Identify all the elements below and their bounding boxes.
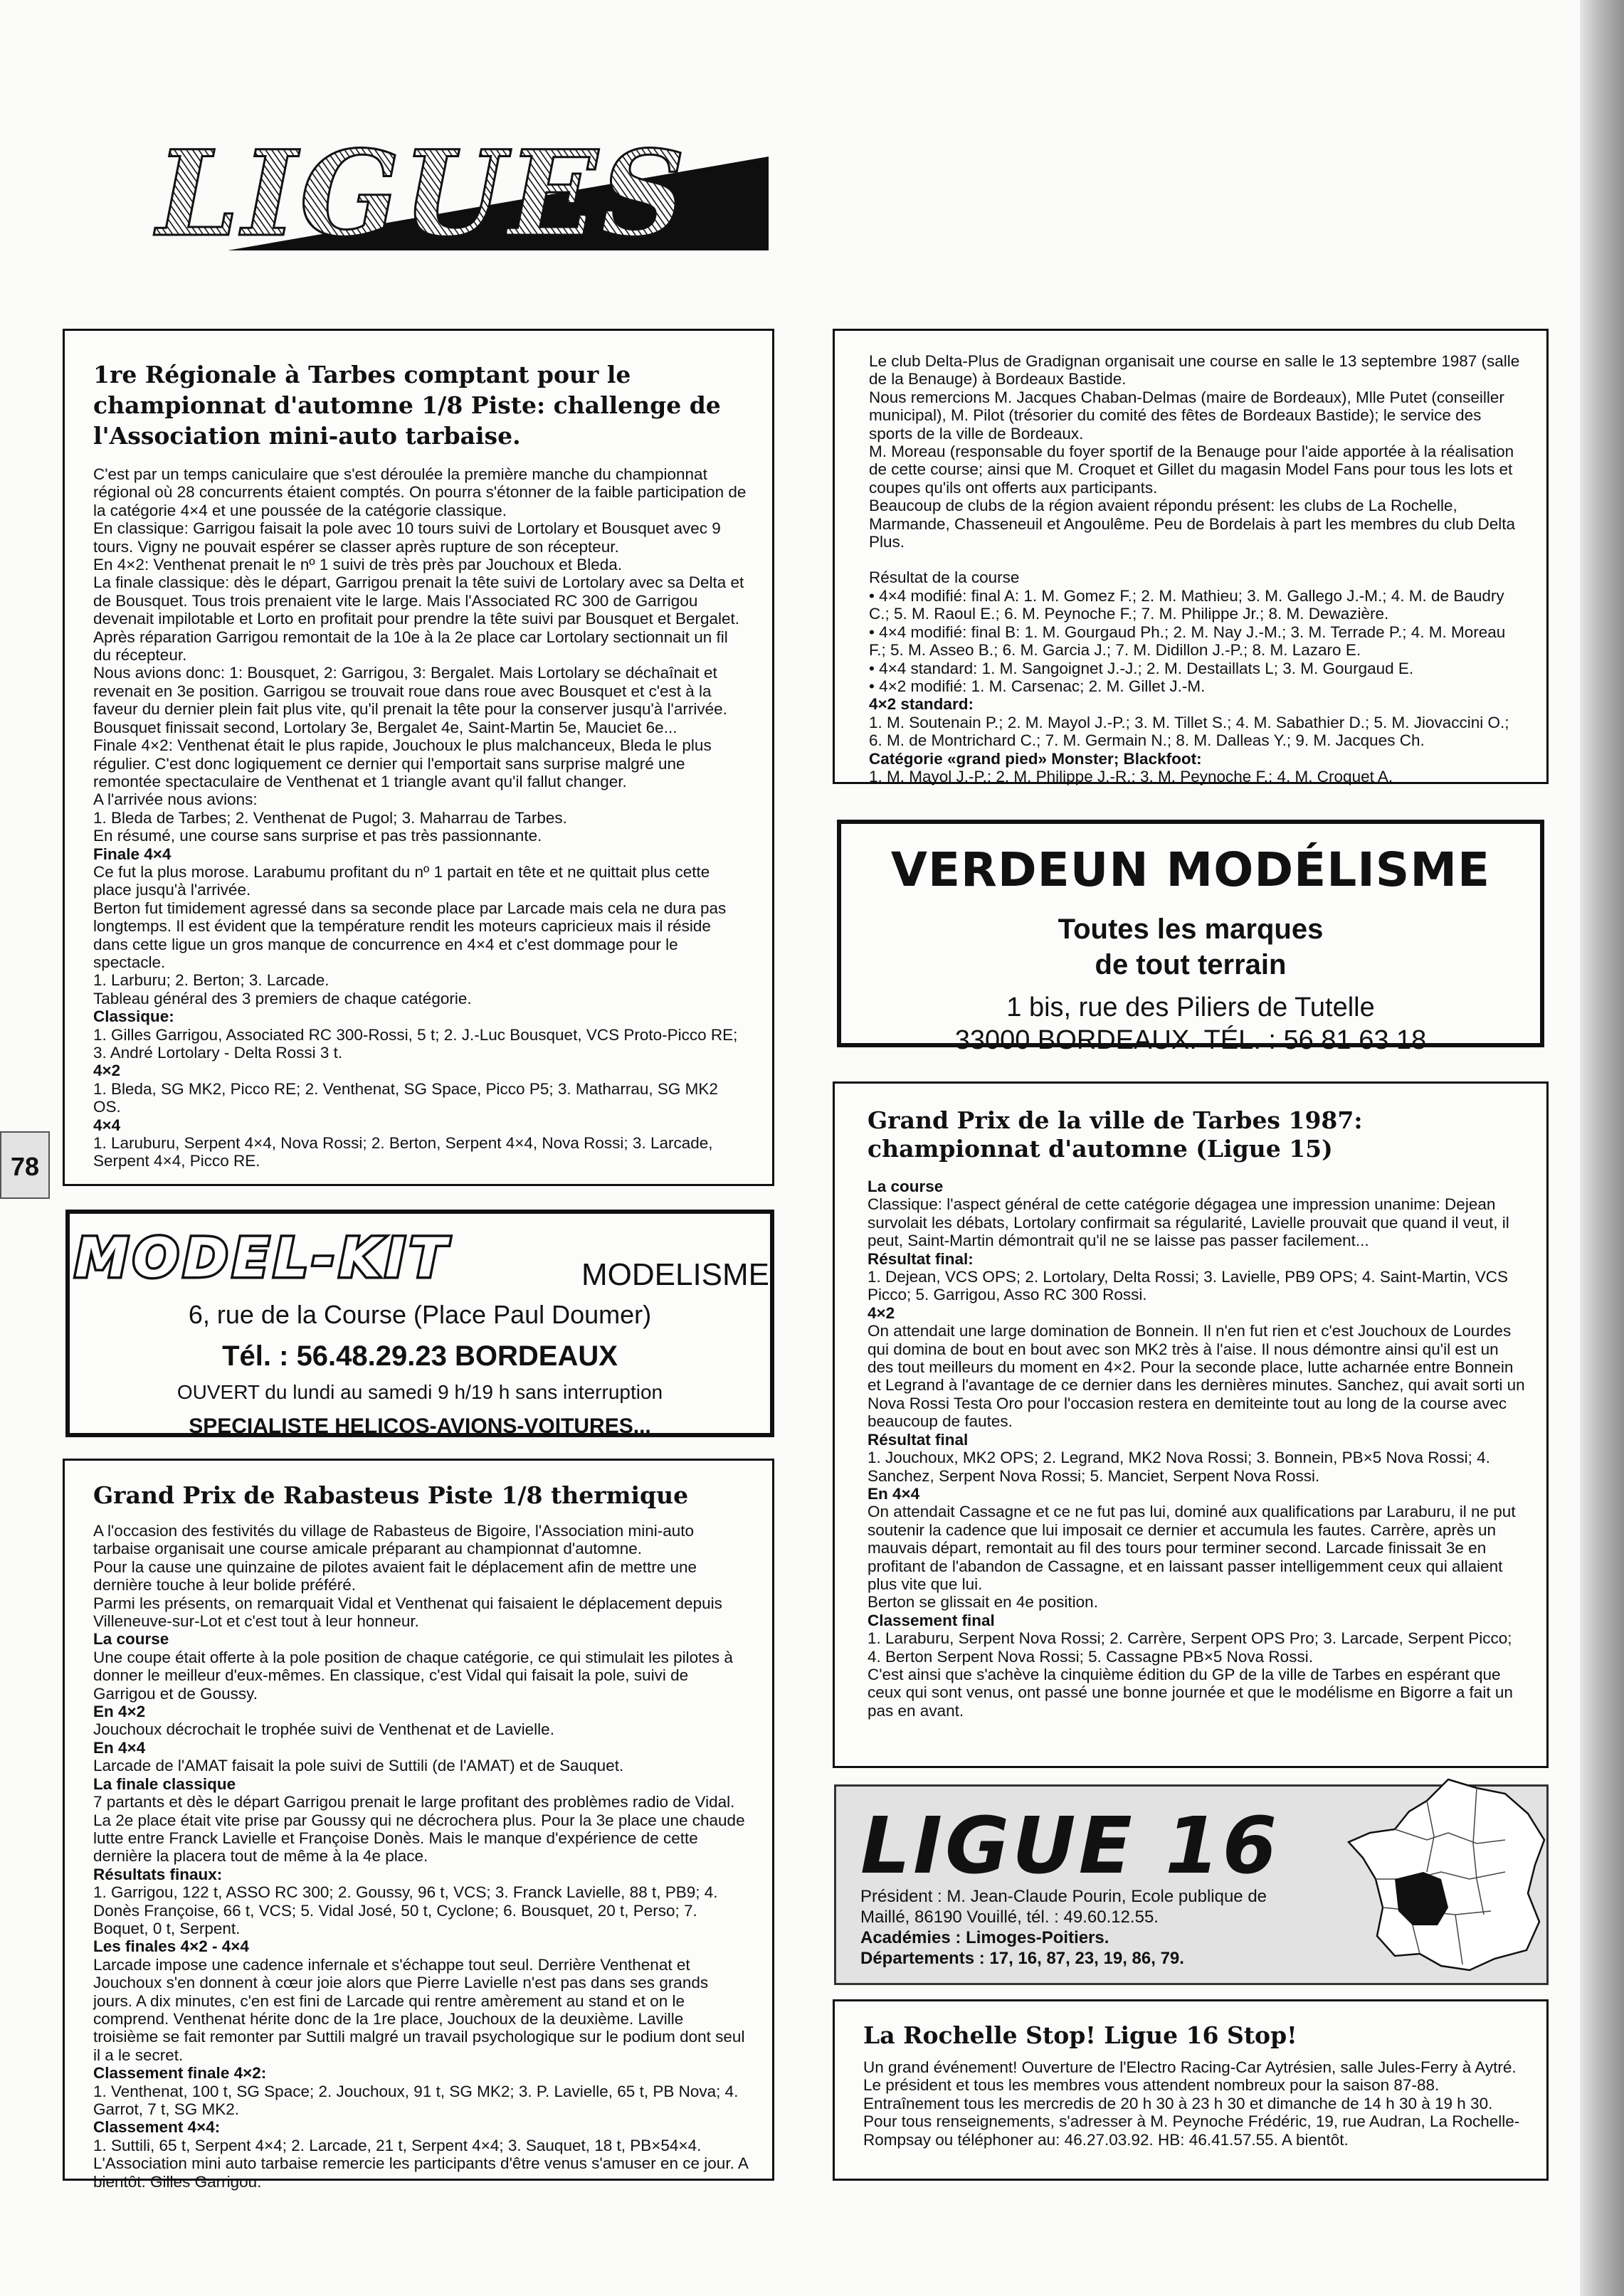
section-title-banner <box>142 114 769 256</box>
article-line: M. Moreau (responsable du foyer sportif de la Benauge pour l'aide apportée à la réalisation de cette course; ainsi que M. Croquet et Gillet du magasin Model Fans pour tous les lots et coupes qu'ils ont offerts aux participants. <box>869 443 1514 497</box>
article-subhead: Catégorie «grand pied» Monster; Blackfoot: <box>869 749 1202 768</box>
ad-verdeun-name: VERDEUN MODÉLISME <box>890 842 1491 897</box>
article-line: C'est par un temps caniculaire que s'est déroulée la première manche du championnat régional où 28 concurrents étaient comptés. On pourra s'étonner de la faible participation de la catégorie 4×4 et une poussée de la catégorie classique. <box>93 465 747 519</box>
article-line: 1. Venthenat, 100 t, SG Space; 2. Jouchoux, 91 t, SG MK2; 3. P. Lavielle, 65 t, PB Nova; 4. Garrot, 7 t, SG MK2. <box>93 2082 739 2118</box>
ad-modelkit-hours: OUVERT du lundi au samedi 9 h/19 h sans interruption <box>176 1381 663 1403</box>
ligue16-info <box>860 1886 1316 1969</box>
article-subhead: En 4×4 <box>93 1738 146 1757</box>
page-number: 78 <box>0 1131 50 1199</box>
article-line: 1. M. Mayol J.-P.; 2. M. Philippe J.-R.; 3. M. Peynoche F.; 4. M. Croquet A. <box>869 767 1393 785</box>
article-subhead: Résultat final: <box>868 1249 974 1268</box>
article-line: • 4×4 modifié: final B: 1. M. Gourgaud Ph.; 2. M. Nay J.-M.; 3. M. Terrade P.; 4. M. Moreau F.; 5. M. Asseo B.; 6. M. Garcia J.; 7. M. Didillon J.-P.; 8. M. Lazaro E. <box>869 623 1506 660</box>
article-spacer <box>869 551 1524 568</box>
article-line: Ce fut la plus morose. Larabumu profitant du nº 1 partait en tête et ne quittait plus cette place jusqu'à l'arrivée. <box>93 862 710 899</box>
article-line: Nous remercions M. Jacques Chaban-Delmas (maire de Bordeaux), Mlle Putet (conseiller municipal), M. Pilot (trésorier du comité des fêtes de Bordeaux Bastide); le service des sports de la ville de Bordeaux. <box>869 388 1504 443</box>
article-line: • 4×4 standard: 1. M. Sangoignet J.-J.; 2. M. Destaillats L; 3. M. Gourgaud E. <box>869 659 1414 677</box>
article-line: Beaucoup de clubs de la région avaient répondu présent: les clubs de La Rochelle, Marmande, Chasseneuil et Angoulême. Peu de Bordelais à part les membres du club Delta Plus. <box>869 497 1515 551</box>
article-line: Berton fut timidement agressé dans sa seconde place par Larcade mais cela ne dura pas longtemps. Il est évident que la température rendit les moteurs capricieux mais il réside dans cette ligue un gros manque de concurrence en 4×4 et c'est dommage pour le spectacle. <box>93 899 727 971</box>
article-delta-plus <box>833 329 1549 784</box>
article-line: La finale classique: dès le départ, Garrigou prenait la tête suivi de Lortolary avec sa Delta et de Bousquet. Tous trois prenaient vite le large. Mais l'Associated RC 300 de Garrigou devenait impilotable et Lorto en profitait pour prendre la tête suivi par Bousquet et Bergalet. <box>93 573 744 628</box>
article-line: Après réparation Garrigou remontait de la 10e à la 2e place car Lortolary sectionnait un fil du récepteur. <box>93 628 728 665</box>
article-title: Grand Prix de la ville de Tarbes 1987: championnat d'automne (Ligue 15) <box>868 1106 1363 1163</box>
article-line: En résumé, une course sans surprise et pas très passionnante. <box>93 827 542 845</box>
article-line: Larcade de l'AMAT faisait la pole suivi de Suttili (de l'AMAT) et de Sauquet. <box>93 1757 624 1775</box>
article-line: Jouchoux décrochait le trophée suivi de Venthenat et de Lavielle. <box>93 1720 554 1739</box>
article-line: Nous avions donc: 1: Bousquet, 2: Garrigou, 3: Bergalet. Mais Lortolary se déchaînait et revenait en 3e position. Garrigou se trouvait roue dans roue avec Bousquet et c'est à la faveur du dernier plein fait plus vite, qu'il prenait la tête pour la conserver jusqu'à l'arrivée. <box>93 664 727 719</box>
article-subhead: 4×2 standard: <box>869 695 974 714</box>
article-subhead: Classement 4×4: <box>93 2118 221 2137</box>
article-line: Finale 4×2: Venthenat était le plus rapide, Jouchoux le plus malchanceux, Bleda le plus régulier. C'est donc logiquement ce dernier qui l'emportait sans surprise malgré une remontée spectaculaire de Venthenat et 1 triangle avant qu'il fallut changer. <box>93 736 712 790</box>
article-body <box>93 465 748 1170</box>
article-line: • 4×4 modifié: final A: 1. M. Gomez F.; 2. M. Mathieu; 3. M. Gallego J.-M.; 4. M. de Baudry C.; 5. M. Raoul E.; 6. M. Peynoche F.; 7. M. Philippe Jr.; 8. M. Dewazière. <box>869 586 1504 623</box>
article-line: Berton se glissait en 4e position. <box>868 1593 1098 1612</box>
article-subhead: En 4×2 <box>93 1703 146 1721</box>
ligue16-academies: Académies : Limoges-Poitiers. <box>860 1928 1109 1947</box>
article-line: 1. Laraburu, Serpent Nova Rossi; 2. Carrère, Serpent OPS Pro; 3. Larcade, Serpent Picco; 4. Berton Serpent Nova Rossi; 5. Cassagne PB×5 Nova Rossi. <box>868 1629 1512 1666</box>
article-line: L'Association mini auto tarbaise remercie les participants d'être venus s'amuser en ce jour. A bientôt. Gilles Garrigou. <box>93 2154 748 2191</box>
article-line: Le club Delta-Plus de Gradignan organisait une course en salle le 13 septembre 1987 (salle de la Benauge) à Bordeaux Bastide. <box>869 352 1520 388</box>
article-line: C'est ainsi que s'achève la cinquième édition du GP de la ville de Tarbes en espérant que ceux qui sont venus, ont passé une bonne journée et que le modélisme en Bigorre a fait un pas en avant. <box>868 1665 1513 1720</box>
article-line: On attendait Cassagne et ce ne fut pas lui, dominé aux qualifications par Laraburu, il ne put soutenir la cadence que lui imposait ce dernier et accumula les fautes. Carrère, après un mauvais départ, remontait au fil des tours pour terminer second. Larcade finissait 3e en profitant de l'abandon de Cassagne, et en laissant passer intelligemment ceux qui allaient plus vite que lui. <box>868 1503 1516 1593</box>
article-subhead: La course <box>868 1178 944 1195</box>
article-line: Une coupe était offerte à la pole position de chaque catégorie, ce qui stimulait les pilotes à donner le meilleur d'eux-mêmes. En classique, c'est Vidal qui faisait la pole, suivi de Garrigou et de Goussy. <box>93 1648 733 1703</box>
article-body: Un grand événement! Ouverture de l'Electro Racing-Car Aytrésien, salle Jules-Ferry à Aytré. Le président et tous les membres vous attendent nombreux pour la saison 87-88. Entraînement tous les mercredis de 20 h 30 à 23 h 30 et dimanche de 14 h 30 à 19 h 30. Pour tous renseignements, s'adresser à M. Peynoche Frédéric, 19, rue Audran, La Rochelle-Rompsay ou téléphoner au: 46.27.03.92. HB: 46.41.57.55. A bientôt. <box>863 2058 1520 2149</box>
article-subhead: Classique: <box>93 1007 174 1026</box>
article-subhead: Les finales 4×2 - 4×4 <box>93 1937 249 1956</box>
article-subhead: Classement finale 4×2: <box>93 2064 267 2083</box>
article-subhead: 4×2 <box>868 1303 895 1322</box>
article-title: 1re Régionale à Tarbes comptant pour le championnat d'automne 1/8 Piste: challenge de l'Association mini-auto tarbaise. <box>93 361 721 450</box>
article-subhead: Résultat final <box>868 1430 969 1449</box>
article-line: En 4×2: Venthenat prenait le nº 1 suivi de très près par Jouchoux et Bleda. <box>93 556 623 574</box>
article-title: La Rochelle Stop! Ligue 16 Stop! <box>863 2021 1297 2049</box>
article-subhead: Classement final <box>868 1611 995 1629</box>
article-line: Larcade impose une cadence infernale et s'échappe tout seul. Derrière Venthenat et Jouchoux s'en donnent à cœur joie alors que Pierre Lavielle n'est pas dans ses grands jours. A dix minutes, c'en est fini de Larcade qui rentre amèrement au stand et on le comprend. Venthenat hérite donc de la 1re place, Jouchoux de la deuxième. Laville troisième se fait remonter par Suttili malgré un travail psychologique sur le podium dont seul il a le secret. <box>93 1955 745 2064</box>
article-tarbes-regional <box>63 329 774 1186</box>
article-subhead: 4×2 <box>93 1062 121 1080</box>
article-line: Bousquet finissait second, Lortolary 3e, Bergalet 4e, Saint-Martin 5e, Mauciet 6e... <box>93 718 677 736</box>
ad-modelkit-phone: Tél. : 56.48.29.23 BORDEAUX <box>222 1340 618 1372</box>
article-line: Pour la cause une quinzaine de pilotes avaient fait le déplacement afin de mettre une dernière touche à leur bolide préféré. <box>93 1557 697 1594</box>
article-line: 7 partants et dès le départ Garrigou prenait le large profitant des problèmes radio de Vidal. La 2e place était vite prise par Goussy qui ne décrochera plus. Pour la 3e place une chaude lutte entre Franck Lavielle et Françoise Donès. Mais le manque d'expérience de cette dernière la placera tout de même à la 4e place. <box>93 1793 745 1866</box>
article-subhead: En 4×4 <box>868 1484 920 1503</box>
article-line: • 4×2 modifié: 1. M. Carsenac; 2. M. Gillet J.-M. <box>869 677 1206 695</box>
article-line: On attendait une large domination de Bonnein. Il n'en fut rien et c'est Jouchoux de Lourdes qui domina de bout en bout avec son MK2 très à l'aise. Il nous démontre ainsi qu'il est un des tout meilleurs du moment en 4×2. Pour la seconde place, lutte acharnée entre Bonnein et Legrand à l'avantage de ce dernier dans les dernières minutes. Sanchez, qui avait sorti un Nova Rossi Testa Oro pour l'occasion restera en demiteinte tout au long de la course avec beaucoup de fautes. <box>868 1322 1525 1431</box>
ligue16-president: Président : M. Jean-Claude Pourin, Ecole publique de Maillé, 86190 Vouillé, tél. : 49.60.12.55. <box>860 1887 1267 1927</box>
article-subhead: Résultats finaux: <box>93 1865 223 1883</box>
article-subhead: La course <box>93 1630 169 1649</box>
ad-modelkit-header <box>70 1229 770 1293</box>
ligues-title-graphic <box>142 114 769 256</box>
article-line: En classique: Garrigou faisait la pole avec 10 tours suivi de Lortolary et Bousquet avec 9 tours. Vigny ne pouvait espérer se classer après rupture de son récepteur. <box>93 519 721 556</box>
ad-verdeun-address: 1 bis, rue des Piliers de Tutelle <box>1006 993 1375 1022</box>
ad-verdeun-phone: 33000 BORDEAUX. TÉL. : 56 81 63 18 <box>954 1025 1427 1055</box>
article-line: 1. Laruburu, Serpent 4×4, Nova Rossi; 2. Berton, Serpent 4×4, Nova Rossi; 3. Larcade, Serpent 4×4, Picco RE. <box>93 1134 713 1170</box>
article-rabasteus <box>63 1459 774 2191</box>
article-line: A l'arrivée nous avions: <box>93 790 258 809</box>
page-edge <box>1580 0 1624 2296</box>
ad-verdeun-slogan: de tout terrain <box>1095 949 1287 980</box>
article-line: Classique: l'aspect général de cette catégorie dégagea une impression unanime: Dejean survolait les débats, Lortolary confirmait sa régularité, Lavielle prouvait que quand il veut, il peut, Saint-Martin démontrait qu'il ne se laisse pas passer facilement... <box>868 1195 1509 1250</box>
article-subhead: 4×4 <box>93 1116 121 1134</box>
article-line: 1. Bleda, SG MK2, Picco RE; 2. Venthenat, SG Space, Picco P5; 3. Matharrau, SG MK2 OS. <box>93 1079 718 1116</box>
section-title-text: LIGUES <box>157 125 688 256</box>
ad-modelkit-specialty: SPECIALISTE HELICOS-AVIONS-VOITURES... <box>189 1414 651 1438</box>
ad-modelkit-address: 6, rue de la Course (Place Paul Doumer) <box>188 1300 652 1329</box>
france-map-icon <box>1341 1772 1555 1979</box>
article-la-rochelle <box>833 1999 1549 2181</box>
article-grand-prix-tarbes <box>833 1081 1549 1768</box>
article-line: 1. Garrigou, 122 t, ASSO RC 300; 2. Goussy, 96 t, VCS; 3. Franck Lavielle, 88 t, PB9; 4. Donès Françoise, 66 t, VCS; 5. Vidal José, 50 t, Cyclone; 6. Bousquet, 20 t, Perso; 7. Boquet, 0 t, Serpent. <box>93 1883 718 1937</box>
article-line: 1. Suttili, 65 t, Serpent 4×4; 2. Larcade, 21 t, Serpent 4×4; 3. Sauquet, 18 t, PB×54×4. <box>93 2136 702 2154</box>
ligue16-departements: Départements : 17, 16, 87, 23, 19, 86, 79. <box>860 1949 1184 1968</box>
article-subhead: La finale classique <box>93 1774 236 1793</box>
article-subhead: Finale 4×4 <box>93 845 172 863</box>
article-line: Tableau général des 3 premiers de chaque catégorie. <box>93 989 472 1007</box>
article-line: Parmi les présents, on remarquait Vidal et Venthenat qui faisaient le déplacement depuis Villeneuve-sur-Lot et c'est tout à leur honneur. <box>93 1594 722 1631</box>
ligue16-box <box>834 1784 1549 1985</box>
modelkit-logo <box>70 1229 569 1285</box>
article-title: Grand Prix de Rabasteus Piste 1/8 thermique <box>93 1481 689 1509</box>
article-line: 1. M. Soutenain P.; 2. M. Mayol J.-P.; 3. M. Tillet S.; 4. M. Sabathier D.; 5. M. Jiovaccini O.; 6. M. de Montrichard C.; 7. M. Germain N.; 8. M. Dalleas Y.; 9. M. Jacques Ch. <box>869 713 1509 750</box>
ad-modelkit-subtitle: MODELISME <box>581 1257 770 1292</box>
modelkit-logo-text: MODEL-KIT <box>74 1229 451 1285</box>
article-line: A l'occasion des festivités du village de Rabasteus de Bigoire, l'Association mini-auto tarbaise organisait une course amicale préparant au championnat d'automne. <box>93 1522 695 1558</box>
article-line: 1. Bleda de Tarbes; 2. Venthenat de Pugol; 3. Maharrau de Tarbes. <box>93 808 567 827</box>
ad-modelkit <box>65 1210 774 1437</box>
article-line: 1. Larburu; 2. Berton; 3. Larcade. <box>93 971 329 990</box>
article-line: 1. Jouchoux, MK2 OPS; 2. Legrand, MK2 Nova Rossi; 3. Bonnein, PB×5 Nova Rossi; 4. Sanchez, Serpent Nova Rossi; 5. Manciet, Serpent Nova Rossi. <box>868 1449 1490 1485</box>
ad-verdeun <box>837 820 1544 1055</box>
ad-verdeun-slogan: Toutes les marques <box>1058 914 1324 945</box>
ligue16-title: LIGUE 16 <box>860 1800 1280 1891</box>
article-line: 1. Dejean, VCS OPS; 2. Lortolary, Delta Rossi; 3. Lavielle, PB9 OPS; 4. Saint-Martin, VCS Picco; 5. Garrigou, Asso RC 300 Rossi. <box>868 1268 1508 1304</box>
article-line: 1. Gilles Garrigou, Associated RC 300-Rossi, 5 t; 2. J.-Luc Bousquet, VCS Proto-Picco RE; 3. André Lortolary - Delta Rossi 3 t. <box>93 1025 738 1062</box>
article-line: Résultat de la course <box>869 568 1020 587</box>
